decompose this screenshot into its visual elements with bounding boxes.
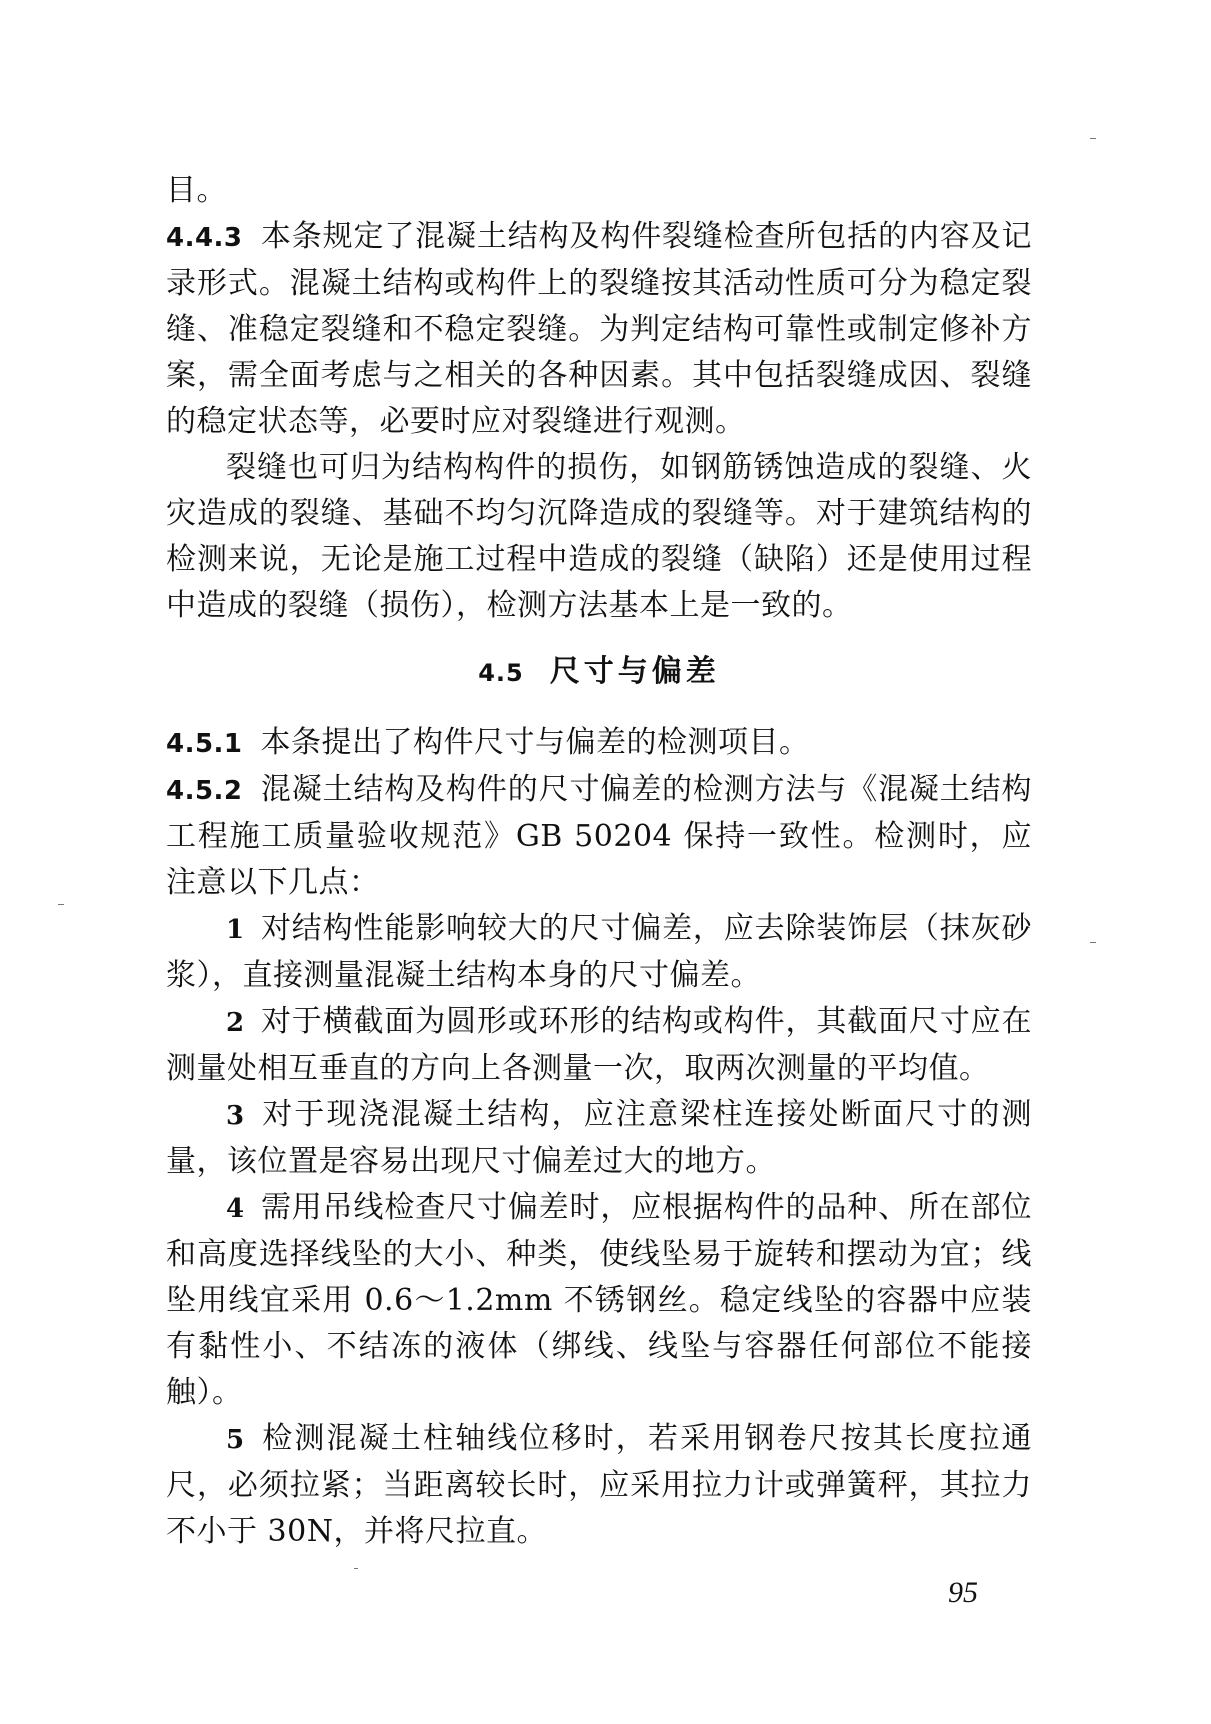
page-number: 95	[948, 1576, 978, 1609]
scan-mark	[354, 1568, 358, 1569]
continuation-text: 目。	[166, 173, 227, 208]
clause-number: 4.4.3	[166, 223, 243, 253]
body-text	[166, 168, 1032, 1555]
item-text: 需用吊线检查尺寸偏差时，应根据构件的品种、所在部位和高度选择线坠的大小、种类，使线坠易于旋转和摆动为宜；线坠用线宜采用 0.6～1.2mm 不锈钢丝。稳定线坠的容器中应装有黏性小、不结冻的液体（绑线、线坠与容器任何部位不能接触）。	[166, 1190, 1032, 1410]
section-number: 4.5	[478, 659, 524, 687]
list-item	[166, 1416, 1032, 1555]
list-item	[166, 1092, 1032, 1185]
item-number: 5	[226, 1425, 245, 1455]
clause-text: 本条提出了构件尺寸与偏差的检测项目。	[260, 725, 810, 760]
item-text: 对于现浇混凝土结构，应注意梁柱连接处断面尺寸的测量，该位置是容易出现尺寸偏差过大的地方。	[166, 1097, 1032, 1179]
clause-4-5-2	[166, 767, 1032, 906]
clause-text: 混凝土结构及构件的尺寸偏差的检测方法与《混凝土结构工程施工质量验收规范》GB 50204 保持一致性。检测时，应注意以下几点：	[166, 772, 1032, 900]
scan-mark	[1090, 942, 1096, 943]
list-item	[166, 1185, 1032, 1416]
scan-mark	[58, 904, 64, 905]
item-text: 对结构性能影响较大的尺寸偏差，应去除装饰层（抹灰砂浆），直接测量混凝土结构本身的尺寸偏差。	[166, 911, 1032, 993]
paragraph-cracks-damage: 裂缝也可归为结构构件的损伤，如钢筋锈蚀造成的裂缝、火灾造成的裂缝、基础不均匀沉降造成的裂缝等。对于建筑结构的检测来说，无论是施工过程中造成的裂缝（缺陷）还是使用过程中造成的裂缝（损伤），检测方法基本上是一致的。	[166, 450, 1032, 623]
item-number: 3	[226, 1101, 245, 1131]
item-text: 检测混凝土柱轴线位移时，若采用钢卷尺按其长度拉通尺，必须拉紧；当距离较长时，应采用拉力计或弹簧秤，其拉力不小于 30N，并将尺拉直。	[166, 1421, 1032, 1549]
item-text: 对于横截面为圆形或环形的结构或构件，其截面尺寸应在测量处相互垂直的方向上各测量一次，取两次测量的平均值。	[166, 1004, 1032, 1086]
section-heading	[166, 649, 1032, 696]
item-number: 2	[226, 1008, 245, 1038]
list-item	[166, 999, 1032, 1092]
clause-4-4-3	[166, 214, 1032, 445]
clause-4-5-1	[166, 720, 1032, 767]
clause-number: 4.5.2	[166, 776, 243, 806]
clause-number: 4.5.1	[166, 729, 243, 759]
scan-mark	[1090, 138, 1096, 139]
item-number: 4	[226, 1194, 245, 1224]
section-title: 尺寸与偏差	[549, 654, 720, 689]
list-item	[166, 906, 1032, 999]
item-number: 1	[226, 915, 245, 945]
clause-text: 本条规定了混凝土结构及构件裂缝检查所包括的内容及记录形式。混凝土结构或构件上的裂缝按其活动性质可分为稳定裂缝、准稳定裂缝和不稳定裂缝。为判定结构可靠性或制定修补方案，需全面考虑与之相关的各种因素。其中包括裂缝成因、裂缝的稳定状态等，必要时应对裂缝进行观测。	[166, 219, 1032, 439]
